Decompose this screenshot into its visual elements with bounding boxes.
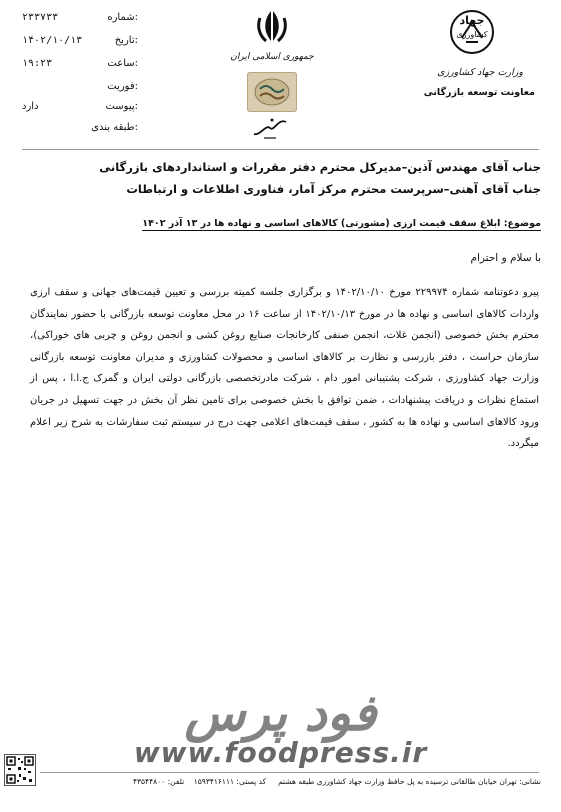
letter-classification-label: طبقه بندی: bbox=[91, 122, 138, 133]
meta-time bbox=[8, 58, 138, 78]
letter-time-label: ساعت: bbox=[107, 58, 138, 69]
letter-date: ۱۴۰۲/۱۰/۱۳ bbox=[22, 35, 83, 46]
brand-watermark: فود پرس bbox=[184, 684, 377, 742]
letter-subject: موضوع: ابلاغ سقف قیمت ارزی (مشورتی) کالاهای اساسی و نهاده ها در ۱۳ آذر ۱۴۰۲ bbox=[142, 218, 541, 229]
invocation-text bbox=[300, 124, 303, 125]
footer-postal-code: کد پستی: ۱۵۹۳۴۱۶۱۱۱ bbox=[193, 777, 267, 786]
meta-date bbox=[8, 35, 138, 55]
letter-body: پیرو دعوتنامه شماره ۲۲۹۹۷۴ مورخ ۱۴۰۲/۱۰/۱۰ و برگزاری جلسه کمیته بررسی و تعیین قیمت‌های جهانی و سقف ارزی واردات کالاهای اساسی و نهاده ها در مورخ ۱۴۰۲/۱۰/۱۳ از ساعت ۱۶ در محل معاونت توسعه بازرگانی با حضور نمایندگان محترم بخش خصوصی (انجمن غلات، انجمن صنفی کارخانجات صنایع روغن کشی و انجمن روغن و چربی های خوراکی)، سازمان حراست ، دفتر بازرسی و نظارت بر کالاهای اساسی و محصولات کشاورزی و مدیران معاونت توسعه بازرگانی وزارت جهاد کشاورزی ، شرکت پشتیبانی امور دام ، شرکت مادرتخصصی بازرگانی دولتی ایران و گمرک ج.ا.ا ، پس از استماع نظرات و دریافت پیشنهادات ، ضمن توافق با بخش خصوصی برای تامین نظر آن بخش در جهت تسهیل در جریان ورود کالاهای اساسی و نهاده ها به کشور ، سقف قیمت‌های اعلامی جهت درج در سیستم ثبت سفارشات به شرح زیر اعلام میگردد. bbox=[30, 287, 539, 450]
letter-date-label: تاریخ: bbox=[114, 35, 138, 46]
footer-address: نشانی: تهران خیابان طالقانی ترسیده به پل حافظ وزارت جهاد کشاورزی طبقه هشتم bbox=[278, 777, 541, 786]
meta-number bbox=[8, 12, 138, 32]
website-watermark: www.foodpress.ir bbox=[133, 736, 428, 769]
letter-time: ۱۹:۲۳ bbox=[22, 58, 53, 69]
republic-label: جمهوری اسلامی ایران bbox=[230, 52, 314, 62]
year-slogan-seal-icon bbox=[247, 72, 297, 112]
letter-greeting: با سلام و احترام bbox=[470, 252, 541, 264]
deputy-name: معاونت توسعه بازرگانی bbox=[423, 87, 535, 98]
ministry-badge-top: جهاد bbox=[459, 14, 485, 27]
invocation-calligraphy-icon bbox=[250, 114, 290, 142]
letter-attachment-label: پیوست: bbox=[105, 101, 138, 112]
qr-code-icon bbox=[4, 754, 36, 786]
meta-urgency bbox=[8, 81, 138, 101]
letter-number-label: شماره: bbox=[107, 12, 138, 23]
footer-phone: تلفن: ۴۳۵۴۴۸۰۰ bbox=[132, 777, 185, 786]
meta-classification bbox=[8, 122, 138, 142]
footer-divider bbox=[40, 772, 539, 773]
meta-attachment bbox=[8, 101, 138, 121]
iran-emblem-icon bbox=[252, 6, 292, 46]
ministry-name: وزارت جهاد کشاورزی bbox=[437, 67, 523, 78]
header-divider bbox=[22, 149, 539, 150]
letter-urgency-label: فوریت: bbox=[107, 81, 138, 92]
letter-footer bbox=[42, 777, 541, 786]
recipient-line-1: جناب آقای مهندس آذین–مدیرکل محترم دفتر مقررات و استانداردهای بازرگانی bbox=[99, 160, 541, 174]
recipient-line-2: جناب آقای آهنی–سرپرست محترم مرکز آمار، فناوری اطلاعات و ارتباطات bbox=[126, 182, 541, 196]
ministry-badge-bottom: کشاورزی bbox=[456, 30, 488, 39]
letter-attachment: دارد bbox=[22, 101, 39, 112]
letter-number: ۲۳۳۷۳۳ bbox=[22, 12, 59, 23]
